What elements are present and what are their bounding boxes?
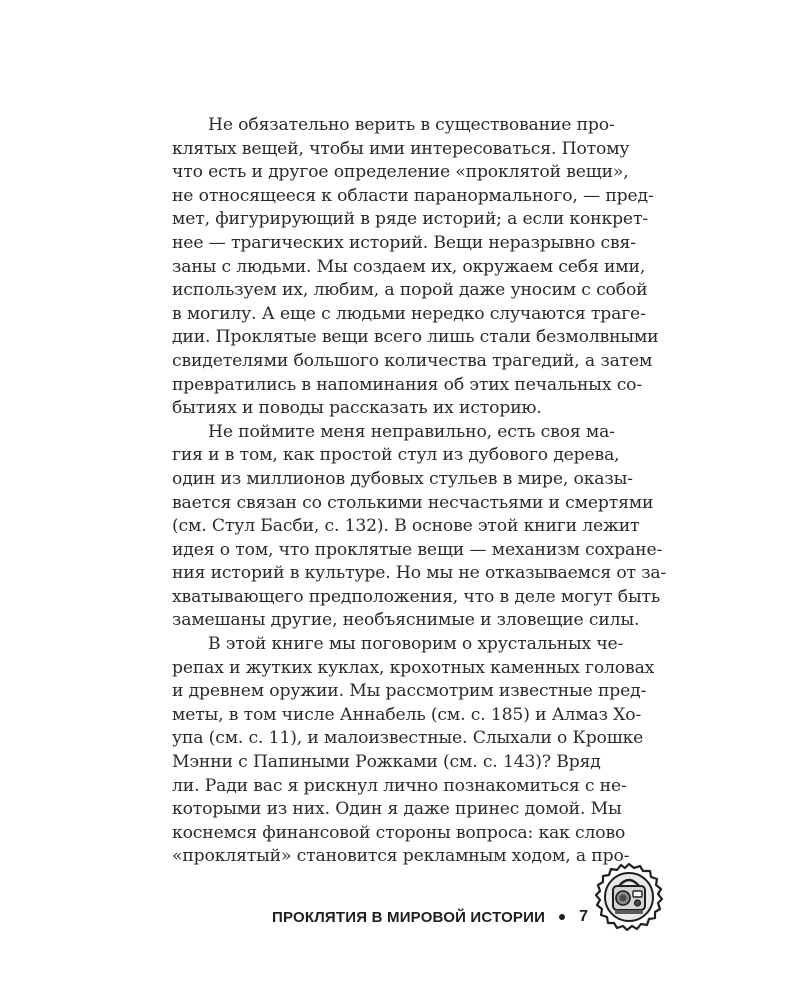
text-line: (см. Стул Басби, с. 132). В основе этой книги лежит xyxy=(172,516,640,537)
text-line: заны с людьми. Мы создаем их, окружаем себя ими, xyxy=(172,256,646,277)
text-line: клятых вещей, чтобы ими интересоваться. Потому xyxy=(172,138,630,159)
paragraph-1 xyxy=(172,114,659,421)
page-number: 7 xyxy=(579,908,589,925)
text-line: ния историй в культуре. Но мы не отказываемся от за- xyxy=(172,563,667,584)
text-line: меты, в том числе Аннабель (см. с. 185) и Алмаз Хо- xyxy=(172,704,642,725)
text-line: Не обязательно верить в существование про- xyxy=(208,115,615,135)
text-line: нее — трагических историй. Вещи неразрывно свя- xyxy=(172,232,636,253)
text-line: и древнем оружии. Мы рассмотрим известные пред- xyxy=(172,681,647,702)
text-line: превратились в напоминания об этих печальных со- xyxy=(172,374,643,395)
paragraph-3 xyxy=(172,633,655,869)
text-line: хватывающего предположения, что в деле могут быть xyxy=(172,586,661,607)
text-line: идея о том, что проклятые вещи — механизм сохране- xyxy=(172,539,663,560)
text-line: репах и жутких куклах, крохотных каменных головах xyxy=(172,657,655,678)
text-line: дии. Проклятые вещи всего лишь стали безмолвными xyxy=(172,327,659,348)
vintage-radio-emblem-icon xyxy=(594,862,664,934)
text-line: коснемся финансовой стороны вопроса: как слово xyxy=(172,822,626,843)
text-line: упа (см. с. 11), и малоизвестные. Слыхали о Крошке xyxy=(172,728,644,749)
running-title: ПРОКЛЯТИЯ В МИРОВОЙ ИСТОРИИ xyxy=(272,908,546,926)
text-line: В этой книге мы поговорим о хрустальных че- xyxy=(208,634,624,655)
running-footer xyxy=(272,906,588,928)
text-line: гия и в том, как простой стул из дубового дерева, xyxy=(172,445,620,466)
paragraph-2 xyxy=(172,421,667,633)
text-line: используем их, любим, а порой даже уносим с собой xyxy=(172,280,648,301)
text-line: бытиях и поводы рассказать их историю. xyxy=(172,398,542,419)
text-line: Мэнни с Папиными Рожками (см. с. 143)? Вряд xyxy=(172,752,601,773)
text-line: ли. Ради вас я рискнул лично познакомиться с не- xyxy=(172,775,627,796)
text-line: один из миллионов дубовых стульев в мире, оказы- xyxy=(172,468,633,489)
text-line: Не поймите меня неправильно, есть своя ма- xyxy=(208,421,615,442)
text-line: свидетелями большого количества трагедий, а затем xyxy=(172,350,653,371)
text-line: что есть и другое определение «проклятой вещи», xyxy=(172,162,629,183)
text-line: которыми из них. Один я даже принес домой. Мы xyxy=(172,799,622,820)
text-line: «проклятый» становится рекламным ходом, а про- xyxy=(172,846,630,867)
body-text xyxy=(172,114,667,869)
text-line: в могилу. А еще с людьми нередко случаются траге- xyxy=(172,303,646,324)
text-line: не относящееся к области паранормального, — пред- xyxy=(172,185,654,206)
text-line: мет, фигурирующий в ряде историй; а если конкрет- xyxy=(172,209,648,230)
text-line: вается связан со столькими несчастьями и смертями xyxy=(172,492,654,513)
text-line: замешаны другие, необъяснимые и зловещие силы. xyxy=(172,610,640,631)
bullet-separator xyxy=(559,914,565,920)
